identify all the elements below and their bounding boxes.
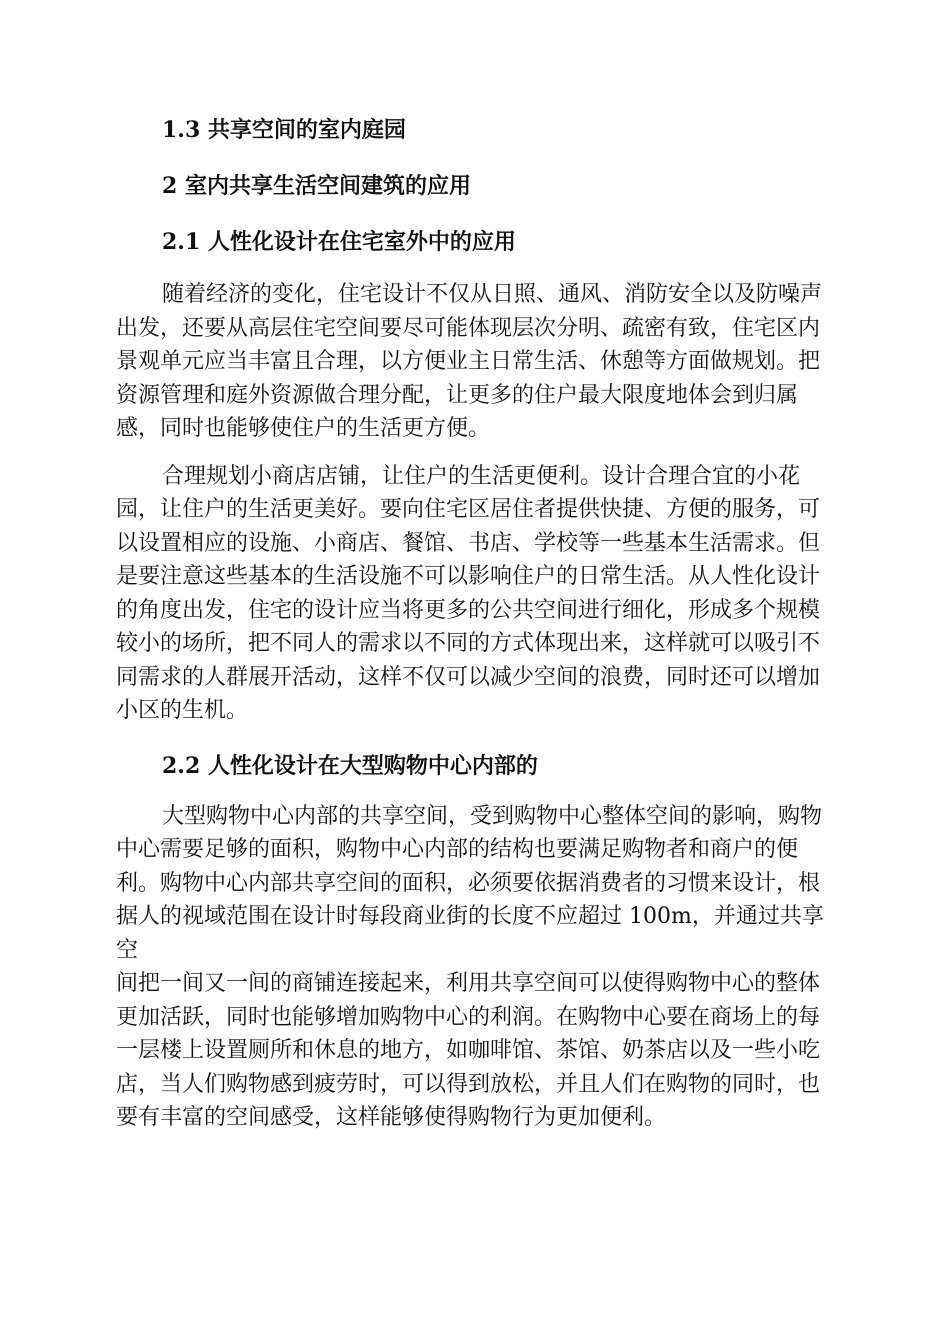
section-heading-2: 2 室内共享生活空间建筑的应用 (162, 173, 471, 199)
paragraph-line: 较小的场所，把不同人的需求以不同的方式体现出来，这样就可以吸引不 (116, 631, 821, 656)
paragraph-line: 合理规划小商店店铺，让住户的生活更便利。设计合理合宜的小花 (162, 463, 801, 489)
section-heading-2-1: 2.1 人性化设计在住宅室外中的应用 (162, 229, 516, 255)
paragraph-line: 中心需要足够的面积，购物中心内部的结构也要满足购物者和商户的便 (116, 837, 799, 862)
paragraph-line: 感，同时也能够使住户的生活更方便。 (116, 416, 491, 441)
paragraph-line: 同需求的人群展开活动，这样不仅可以减少空间的浪费，同时还可以增加 (116, 664, 821, 690)
paragraph-line: 利。购物中心内部共享空间的面积，必须要依据消费者的习惯来设计，根 (116, 870, 821, 896)
paragraph-line: 的角度出发，住宅的设计应当将更多的公共空间进行细化，形成多个规模 (116, 597, 821, 623)
paragraph-residential-design (116, 278, 840, 446)
paragraph-line: 更加活跃，同时也能够增加购物中心的利润。在购物中心要在商场上的每 (116, 1004, 821, 1030)
paragraph-line: 大型购物中心内部的共享空间，受到购物中心整体空间的影响，购物 (162, 803, 823, 829)
paragraph-line: 一层楼上设置厕所和休息的地方，如咖啡馆、茶馆、奶茶店以及一些小吃 (116, 1038, 821, 1063)
paragraph-shops-planning (116, 460, 840, 728)
paragraph-shopping-center (116, 800, 840, 1135)
paragraph-line: 出发，还要从高层住宅空间要尽可能体现层次分明、疏密有致，住宅区内 (116, 315, 821, 341)
paragraph-line: 是要注意这些基本的生活设施不可以影响住户的日常生活。从人性化设计 (116, 564, 821, 589)
document-content (116, 106, 840, 1149)
paragraph-line: 据人的视域范围在设计时每段商业街的长度不应超过 100m，并通过共享空 (116, 904, 824, 963)
paragraph-line: 以设置相应的设施、小商店、餐馆、书店、学校等一些基本生活需求。但 (116, 530, 821, 556)
paragraph-line: 要有丰富的空间感受，这样能够使得购物行为更加便利。 (116, 1105, 667, 1130)
paragraph-line: 店，当人们购物感到疲劳时，可以得到放松，并且人们在购物的同时，也 (116, 1071, 821, 1097)
section-heading-2-2: 2.2 人性化设计在大型购物中心内部的 (162, 752, 538, 779)
paragraph-line: 园，让住户的生活更美好。要向住宅区居住者提供快捷、方便的服务，可 (116, 497, 821, 522)
paragraph-line: 随着经济的变化，住宅设计不仅从日照、通风、消防安全以及防噪声 (162, 282, 823, 307)
section-heading-1-3: 1.3 共享空间的室内庭园 (162, 117, 406, 143)
paragraph-line: 小区的生机。 (116, 698, 249, 723)
paragraph-line: 间把一间又一间的商铺连接起来，利用共享空间可以使得购物中心的整体 (116, 971, 821, 996)
paragraph-line: 景观单元应当丰富且合理，以方便业主日常生活、休憩等方面做规划。把 (116, 349, 821, 374)
paragraph-line: 资源管理和庭外资源做合理分配，让更多的住户最大限度地体会到归属 (116, 382, 799, 408)
